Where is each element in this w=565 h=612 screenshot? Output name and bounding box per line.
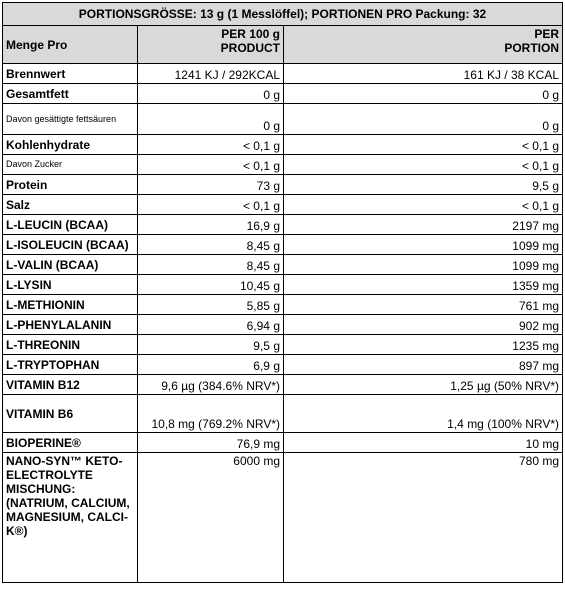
row-perportion: 161 KJ / 38 KCAL: [284, 64, 563, 84]
row-name: L-TRYPTOPHAN: [3, 355, 138, 375]
row-perportion: 1235 mg: [284, 335, 563, 355]
table-row: [3, 235, 563, 255]
row-per100: < 0,1 g: [138, 195, 284, 215]
row-perportion: 10 mg: [284, 433, 563, 453]
row-perportion: 9,5 g: [284, 175, 563, 195]
table-row: [3, 175, 563, 195]
row-per100: 0 g: [138, 84, 284, 104]
header-amount-per: Menge Pro: [3, 26, 138, 64]
row-name: Gesamtfett: [3, 84, 138, 104]
row-per100: 10,45 g: [138, 275, 284, 295]
row-name: NANO-SYN™ KETO-ELECTROLYTE MISCHUNG: (NATRIUM, CALCIUM, MAGNESIUM, CALCI-K®): [3, 453, 138, 583]
row-per100: 76,9 mg: [138, 433, 284, 453]
table-row: [3, 275, 563, 295]
header-per-portion: [284, 26, 563, 64]
table-row: [3, 395, 563, 433]
row-perportion: 897 mg: [284, 355, 563, 375]
row-perportion: 0 g: [284, 104, 563, 135]
header-row: [3, 26, 563, 64]
row-perportion: 1099 mg: [284, 255, 563, 275]
table-row: [3, 433, 563, 453]
row-name: BIOPERINE®: [3, 433, 138, 453]
table-row: [3, 104, 563, 135]
row-per100: 8,45 g: [138, 255, 284, 275]
row-name: L-LYSIN: [3, 275, 138, 295]
nutrition-table: [2, 2, 563, 583]
row-perportion: 0 g: [284, 84, 563, 104]
row-per100: < 0,1 g: [138, 135, 284, 155]
header-per-portion-line2: PORTION: [504, 41, 559, 55]
table-row: [3, 64, 563, 84]
row-perportion: < 0,1 g: [284, 195, 563, 215]
row-perportion: 2197 mg: [284, 215, 563, 235]
row-name: Davon Zucker: [3, 155, 138, 175]
serving-size-row: [3, 3, 563, 26]
row-name: VITAMIN B12: [3, 375, 138, 395]
header-per-portion-line1: PER: [534, 27, 559, 41]
row-per100: 6,94 g: [138, 315, 284, 335]
row-name: Davon gesättigte fettsäuren: [3, 104, 138, 135]
nutrition-table-container: [2, 2, 563, 583]
row-per100: 6000 mg: [138, 453, 284, 583]
row-per100: 5,85 g: [138, 295, 284, 315]
row-name: VITAMIN B6: [3, 395, 138, 433]
row-per100: 8,45 g: [138, 235, 284, 255]
row-name: Salz: [3, 195, 138, 215]
row-name: L-VALIN (BCAA): [3, 255, 138, 275]
row-per100: 0 g: [138, 104, 284, 135]
row-name: L-PHENYLALANIN: [3, 315, 138, 335]
row-perportion: < 0,1 g: [284, 155, 563, 175]
row-perportion: 1099 mg: [284, 235, 563, 255]
row-name: Protein: [3, 175, 138, 195]
row-perportion: < 0,1 g: [284, 135, 563, 155]
row-per100: 1241 KJ / 292KCAL: [138, 64, 284, 84]
row-per100: 9,6 µg (384.6% NRV*): [138, 375, 284, 395]
table-row: [3, 375, 563, 395]
row-name: L-METHIONIN: [3, 295, 138, 315]
row-perportion: 780 mg: [284, 453, 563, 583]
row-per100: 16,9 g: [138, 215, 284, 235]
header-per-100g-line2: PRODUCT: [220, 41, 280, 55]
row-perportion: 1,4 mg (100% NRV*): [284, 395, 563, 433]
row-perportion: 902 mg: [284, 315, 563, 335]
row-perportion: 1,25 µg (50% NRV*): [284, 375, 563, 395]
row-per100: 73 g: [138, 175, 284, 195]
row-name: Kohlenhydrate: [3, 135, 138, 155]
table-row: [3, 135, 563, 155]
row-per100: < 0,1 g: [138, 155, 284, 175]
table-row: [3, 453, 563, 583]
table-row: [3, 215, 563, 235]
table-row: [3, 355, 563, 375]
serving-size-title: PORTIONSGRÖSSE: 13 g (1 Messlöffel); PORTIONEN PRO Packung: 32: [3, 3, 563, 26]
table-row: [3, 335, 563, 355]
row-name: L-LEUCIN (BCAA): [3, 215, 138, 235]
row-perportion: 1359 mg: [284, 275, 563, 295]
table-row: [3, 315, 563, 335]
header-per-100g: [138, 26, 284, 64]
table-row: [3, 195, 563, 215]
row-name: L-ISOLEUCIN (BCAA): [3, 235, 138, 255]
table-row: [3, 155, 563, 175]
table-row: [3, 255, 563, 275]
row-perportion: 761 mg: [284, 295, 563, 315]
row-name: Brennwert: [3, 64, 138, 84]
table-row: [3, 295, 563, 315]
row-per100: 6,9 g: [138, 355, 284, 375]
row-per100: 9,5 g: [138, 335, 284, 355]
header-per-100g-line1: PER 100 g: [221, 27, 280, 41]
table-row: [3, 84, 563, 104]
row-per100: 10,8 mg (769.2% NRV*): [138, 395, 284, 433]
row-name: L-THREONIN: [3, 335, 138, 355]
